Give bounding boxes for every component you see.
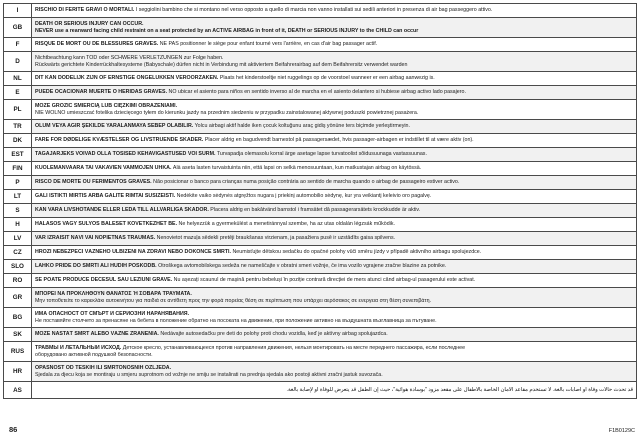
- warning-line: [35, 165, 633, 172]
- warning-headline: MÔŽE NASTAŤ SMRŤ ALEBO VÁŽNE ZRANENIA.: [35, 331, 159, 338]
- airbag-warning-table: [3, 3, 637, 399]
- language-code: TR: [4, 120, 32, 134]
- warning-text: [32, 308, 637, 328]
- warning-instruction: Nedávajte autosedačku pre deti do polohy proti chodu vozidla, keď je aktívny airbag spolujazdca.: [158, 331, 388, 338]
- language-code: LT: [4, 190, 32, 204]
- table-row: [4, 218, 637, 232]
- warning-instruction: Neumisťujte dětskou sedačku do opačné polohy vůči směru jízdy v případě aktivního airbagu spolujezdce.: [231, 249, 482, 256]
- warning-instruction: оборудовано активной подушкой безопасности.: [35, 351, 153, 358]
- warning-headline: RISQUE DE MORT OU DE BLESSURES GRAVES.: [35, 41, 159, 48]
- warning-text: [32, 120, 637, 134]
- warning-instruction: قد تحدث حالات وفاة أو اصابات بالغة. لا تستخدم مقاعد الأمان الخاصة بالأطفال على مقعد مزود "بوسادة هوائية"، حيث إن الطفل قد يتعرض للوفاة أو لإصابة بالغة.: [286, 386, 633, 393]
- warning-headline: VAR IZRAISĪT NĀVI VAI NOPIETNAS TRAUMAS.: [35, 235, 156, 242]
- warning-line: [35, 365, 633, 372]
- warning-instruction: NE PAS positionner le siège pour enfant tourné vers l'arrière, en cas d'air bag passager actif.: [158, 41, 378, 48]
- warning-line: [35, 318, 633, 325]
- warning-text: [32, 86, 637, 100]
- language-code: S: [4, 204, 32, 218]
- warning-text: [32, 18, 637, 38]
- table-row: [4, 328, 637, 342]
- table-row: [4, 38, 637, 52]
- warning-line: [35, 387, 633, 394]
- warning-instruction: Ne helyezzük a gyermekülést a menetiránnyal szembe, ha az utas oldalán légzsák működik.: [177, 221, 395, 228]
- table-row: [4, 4, 637, 18]
- warning-headline: TAGAJÄRJEKS VÕIVAD OLLA TÕSISED KEHAVIGASTUSED VÕI SURM.: [35, 151, 216, 158]
- warning-instruction: Plaats het kinderstoeltje niet ruggelings op de voorstoel wanneer er een airbag aanwezig is.: [218, 75, 435, 82]
- warning-instruction: Yolcu airbagi aktif halde iken çocuk koltuğunu araç gidiş yönüne ters biçimde yerleştirmeyin.: [193, 123, 410, 130]
- warning-headline: RISCHIO DI FERITE GRAVI O MORTALI.: [35, 7, 135, 14]
- warning-line: [35, 372, 633, 379]
- warning-line: [35, 311, 633, 318]
- warning-headline: ÖLÜM VEYA AĞIR ŞEKİLDE YARALANMAYA SEBEP OLABİLİR.: [35, 123, 194, 130]
- table-row: [4, 18, 637, 38]
- warning-line: [35, 291, 633, 298]
- language-code: D: [4, 52, 32, 72]
- warning-headline: DEATH OR SERIOUS INJURY CAN OCCUR.: [35, 20, 144, 27]
- table-row: [4, 134, 637, 148]
- warning-instruction: Nedėkite vaiko sėdynės atgręžtos nugara į priekinį automobilio sėdynę, kur yra veikiantį keleivio oro pagalvę.: [175, 193, 432, 200]
- warning-instruction: Placera aldrig en bakåtvänd barnstol i framsätet då passagerarsätets krockkudde är aktiv.: [208, 207, 421, 214]
- language-code: H: [4, 218, 32, 232]
- warning-headline: FARE FOR DØDELIGE KVÆSTELSER OG LIVSTRUENDE SKADER.: [35, 137, 204, 144]
- warning-instruction: Rückwärts gerichtete Kinderrückhaltesysteme (Babyschale) dürfen nicht in Verbindung mit aktiviertem Beifahrerairbag auf dem Beifahrersitz verwendet warden: [35, 61, 408, 68]
- warning-headline: RISCO DE MORTE OU FERIMENTOS GRAVES.: [35, 179, 152, 186]
- language-code: E: [4, 86, 32, 100]
- table-row: [4, 232, 637, 246]
- warning-text: [32, 176, 637, 190]
- page-number: 86: [9, 425, 18, 434]
- warning-instruction: NO ubicar el asiento para niños en sentido inverso al de marcha en el asiento delantero si hubiese airbag activo lado pasajero.: [167, 89, 466, 96]
- table-row: [4, 52, 637, 72]
- warning-text: [32, 382, 637, 399]
- warning-headline: PUEDE OCACIONAR MUERTE O HERIDAS GRAVES.: [35, 89, 168, 96]
- table-row: [4, 120, 637, 134]
- warning-line: [35, 123, 633, 130]
- warning-text: [32, 190, 637, 204]
- language-code: BG: [4, 308, 32, 328]
- warning-headline: ТРАВМЫ И ЛЕТАЛЬНЫЙ ИСХОД.: [35, 344, 122, 351]
- language-code: FIN: [4, 162, 32, 176]
- warning-instruction: Nu așezați scaunul de mașină pentru bebeluși în poziție contrară direcției de mers atunci când airbag-ul pasagerului este activat.: [172, 277, 476, 284]
- warning-line: [35, 193, 633, 200]
- warning-line: [35, 277, 633, 284]
- warning-headline: LAHKO PRIDE DO SMRTI ALI HUDIH POŠKODB.: [35, 263, 157, 270]
- warning-line: [35, 179, 633, 186]
- table-row: [4, 100, 637, 120]
- language-code: GB: [4, 18, 32, 38]
- warning-text: [32, 38, 637, 52]
- warning-text: [32, 274, 637, 288]
- warning-text: [32, 72, 637, 86]
- warning-instruction: Μην τοποθετείτε το καρεκλάκι αυτοκινήτου για παιδιά σε αντίθετη προς την φορά πορείας θέση σε περίπτωση που υπάρχει αερόσακος σε ενεργεια στη θέση συνεπιβάτη.: [35, 297, 431, 304]
- table-row: [4, 308, 637, 328]
- warning-headline: HALÁSOS VAGY SÚLYOS BALESET KÖVETKEZHET BE.: [35, 221, 178, 228]
- warning-text: [32, 204, 637, 218]
- table-row: [4, 260, 637, 274]
- warning-line: [35, 28, 633, 35]
- language-code: RUS: [4, 342, 32, 362]
- warning-text: [32, 260, 637, 274]
- warning-line: [35, 352, 633, 359]
- language-code: F: [4, 38, 32, 52]
- language-code: PL: [4, 100, 32, 120]
- warning-line: [35, 41, 633, 48]
- warning-instruction: Turvapadja olemasolu korral ärge asetage lapse turvatoolist sõidusuunaga vastassuunas.: [215, 151, 427, 158]
- language-code: EST: [4, 148, 32, 162]
- table-row: [4, 86, 637, 100]
- table-row: [4, 288, 637, 308]
- language-code: I: [4, 4, 32, 18]
- warning-line: [35, 151, 633, 158]
- warning-line: [35, 110, 633, 117]
- warning-text: [32, 52, 637, 72]
- warning-text: [32, 362, 637, 382]
- warning-headline: MOŻE GROZIĆ ŚMIERCIĄ LUB CIĘŻKIMI OBRAŻENIAMI.: [35, 102, 178, 109]
- warning-line: [35, 62, 633, 69]
- warning-headline: OPASNOST OD TEŠKIH ILI SMRTONOSNIH OZLJEDA.: [35, 364, 172, 371]
- warning-text: [32, 218, 637, 232]
- warning-line: [35, 55, 633, 62]
- warning-text: [32, 342, 637, 362]
- language-code: SLO: [4, 260, 32, 274]
- table-row: [4, 362, 637, 382]
- language-code: GR: [4, 288, 32, 308]
- warning-line: [35, 89, 633, 96]
- warning-instruction: Sjedala za djecu koja se montiraju u smjeru suprotnom od vožnje ne smiju se instalirati na prednja sjedala ako postoji aktivni zračni jastuk suvozača.: [35, 371, 383, 378]
- warning-line: [35, 75, 633, 82]
- warning-instruction: I seggiolini bambino che si montano nel verso opposto a quello di marcia non vanno installati sui sedili anteriori in presenza di air bag passeggero attivo.: [134, 7, 493, 14]
- language-code: RO: [4, 274, 32, 288]
- figure-reference: F1B0129C: [608, 428, 635, 434]
- warning-line: [35, 207, 633, 214]
- table-row: [4, 204, 637, 218]
- language-code: CZ: [4, 246, 32, 260]
- warning-instruction: Não posicionar o banco para crianças numa posição contrária ao sentido de marcha quando o airbag de passageiro estiver activo.: [151, 179, 460, 186]
- warning-headline: HROZÍ NEBEZPEČÍ VÁŽNÉHO ULBÍŽENÍ NA ZDRAVÍ NEBO DOKONCE SMRTI.: [35, 249, 231, 256]
- warning-line: [35, 298, 633, 305]
- warning-text: [32, 4, 637, 18]
- warning-headline: NEVER use a rearward facing child restraint on a seat protected by an ACTIVE AIRBAG in front of it, DEATH or SERIOUS INJURY to the CHILD can occur: [35, 27, 419, 34]
- language-code: NL: [4, 72, 32, 86]
- warning-headline: GALI IŠTIKTI MIRTIS ARBA GALITE RIMTAI SUSIŽEISTI.: [35, 193, 176, 200]
- warning-line: [35, 263, 633, 270]
- warning-line: [35, 249, 633, 256]
- warning-text: [32, 134, 637, 148]
- language-code: DK: [4, 134, 32, 148]
- warning-text: [32, 288, 637, 308]
- table-row: [4, 72, 637, 86]
- warning-line: [35, 103, 633, 110]
- warning-text: [32, 100, 637, 120]
- warning-headline: KUOLEMANVAARA TAI VAKAVIEN VAMMOJEN UHKA.: [35, 165, 172, 172]
- warning-instruction: Nenovietot mazuļa sēdekli pretēji braukšanas virzienam, ja pasažiera pusē ir uzstādīts gaisa spilvens.: [155, 235, 396, 242]
- warning-text: [32, 246, 637, 260]
- table-row: [4, 190, 637, 204]
- language-code: SK: [4, 328, 32, 342]
- warning-headline: KAN VARA LIVSHOTANDE ELLER LEDA TILL ALLVARLIGA SKADOR.: [35, 207, 209, 214]
- warning-instruction: NIE WOLNO umieszczać fotelika dziecięcego tyłem do kierunku jazdy na przednim siedzeniu w przypadku zainstalowanej aktywnej poduszki powietrznej pasażera.: [35, 109, 419, 116]
- warning-line: [35, 7, 633, 14]
- warning-text: [32, 328, 637, 342]
- warning-instruction: Placer aldrig en bagudvendt barnestol på passagersædet, hvis passager-airbagen er indstillet til at være aktiv (on).: [203, 137, 474, 144]
- table-row: [4, 246, 637, 260]
- language-code: HR: [4, 362, 32, 382]
- table-row: [4, 342, 637, 362]
- warning-line: [35, 235, 633, 242]
- warning-text: [32, 162, 637, 176]
- warning-instruction: Не поставяйте столчето за пренасяне на бебета в положение обратно на посоката на движение, при положение активно на въздушната възглавница за пътуване.: [35, 317, 437, 324]
- table-row: [4, 148, 637, 162]
- warning-line: [35, 331, 633, 338]
- language-code: AS: [4, 382, 32, 399]
- warning-line: [35, 221, 633, 228]
- warning-instruction: Детское кресло, устанавливающееся против направления движения, нельзя монтировать на месте переднего пассажира, если последнее: [121, 344, 466, 351]
- table-row: [4, 274, 637, 288]
- warning-line: [35, 137, 633, 144]
- warning-headline: ИМА ОПАСНОСТ ОТ СМЪРТ И СЕРИОЗНИ НАРАНЯВАНИЯ.: [35, 310, 190, 317]
- warning-headline: ΜΠΟΡΕΙ ΝΑ ΠΡΟΚΛΗΘΟΥΝ ΘΑΝΑΤΟΣ Ή ΣΟΒΑΡΑ ΤΡΑΥΜΑΤΑ.: [35, 290, 192, 297]
- warning-line: [35, 21, 633, 28]
- warning-headline: DIT KAN DODELIJK ZIJN OF ERNSTIGE ONGELUKKEN VEROORZAKEN.: [35, 75, 219, 82]
- warning-headline: SE POATE PRODUCE DECESUL SAU LEZIUNI GRAVE.: [35, 277, 173, 284]
- warning-text: [32, 232, 637, 246]
- table-row: [4, 382, 637, 399]
- warning-instruction: Älä aseta lasten turvaistuinta niin, että lapsi on selkä menosuuntaan, kun matkustajan airbag on käytössä.: [171, 165, 422, 172]
- language-code: LV: [4, 232, 32, 246]
- warning-line: [35, 345, 633, 352]
- table-row: [4, 176, 637, 190]
- warning-instruction: Otroškega avtomobilskega sedeža ne nameščajte v obratni smeri vožnje, če ima vozilo vgrajene zračne blazine za potnike.: [156, 263, 447, 270]
- warning-text: [32, 148, 637, 162]
- warning-instruction: Nichtbeachtung kann TOD oder SCHWERE VERLETZUNGEN zur Folge haben.: [35, 54, 224, 61]
- language-code: P: [4, 176, 32, 190]
- table-row: [4, 162, 637, 176]
